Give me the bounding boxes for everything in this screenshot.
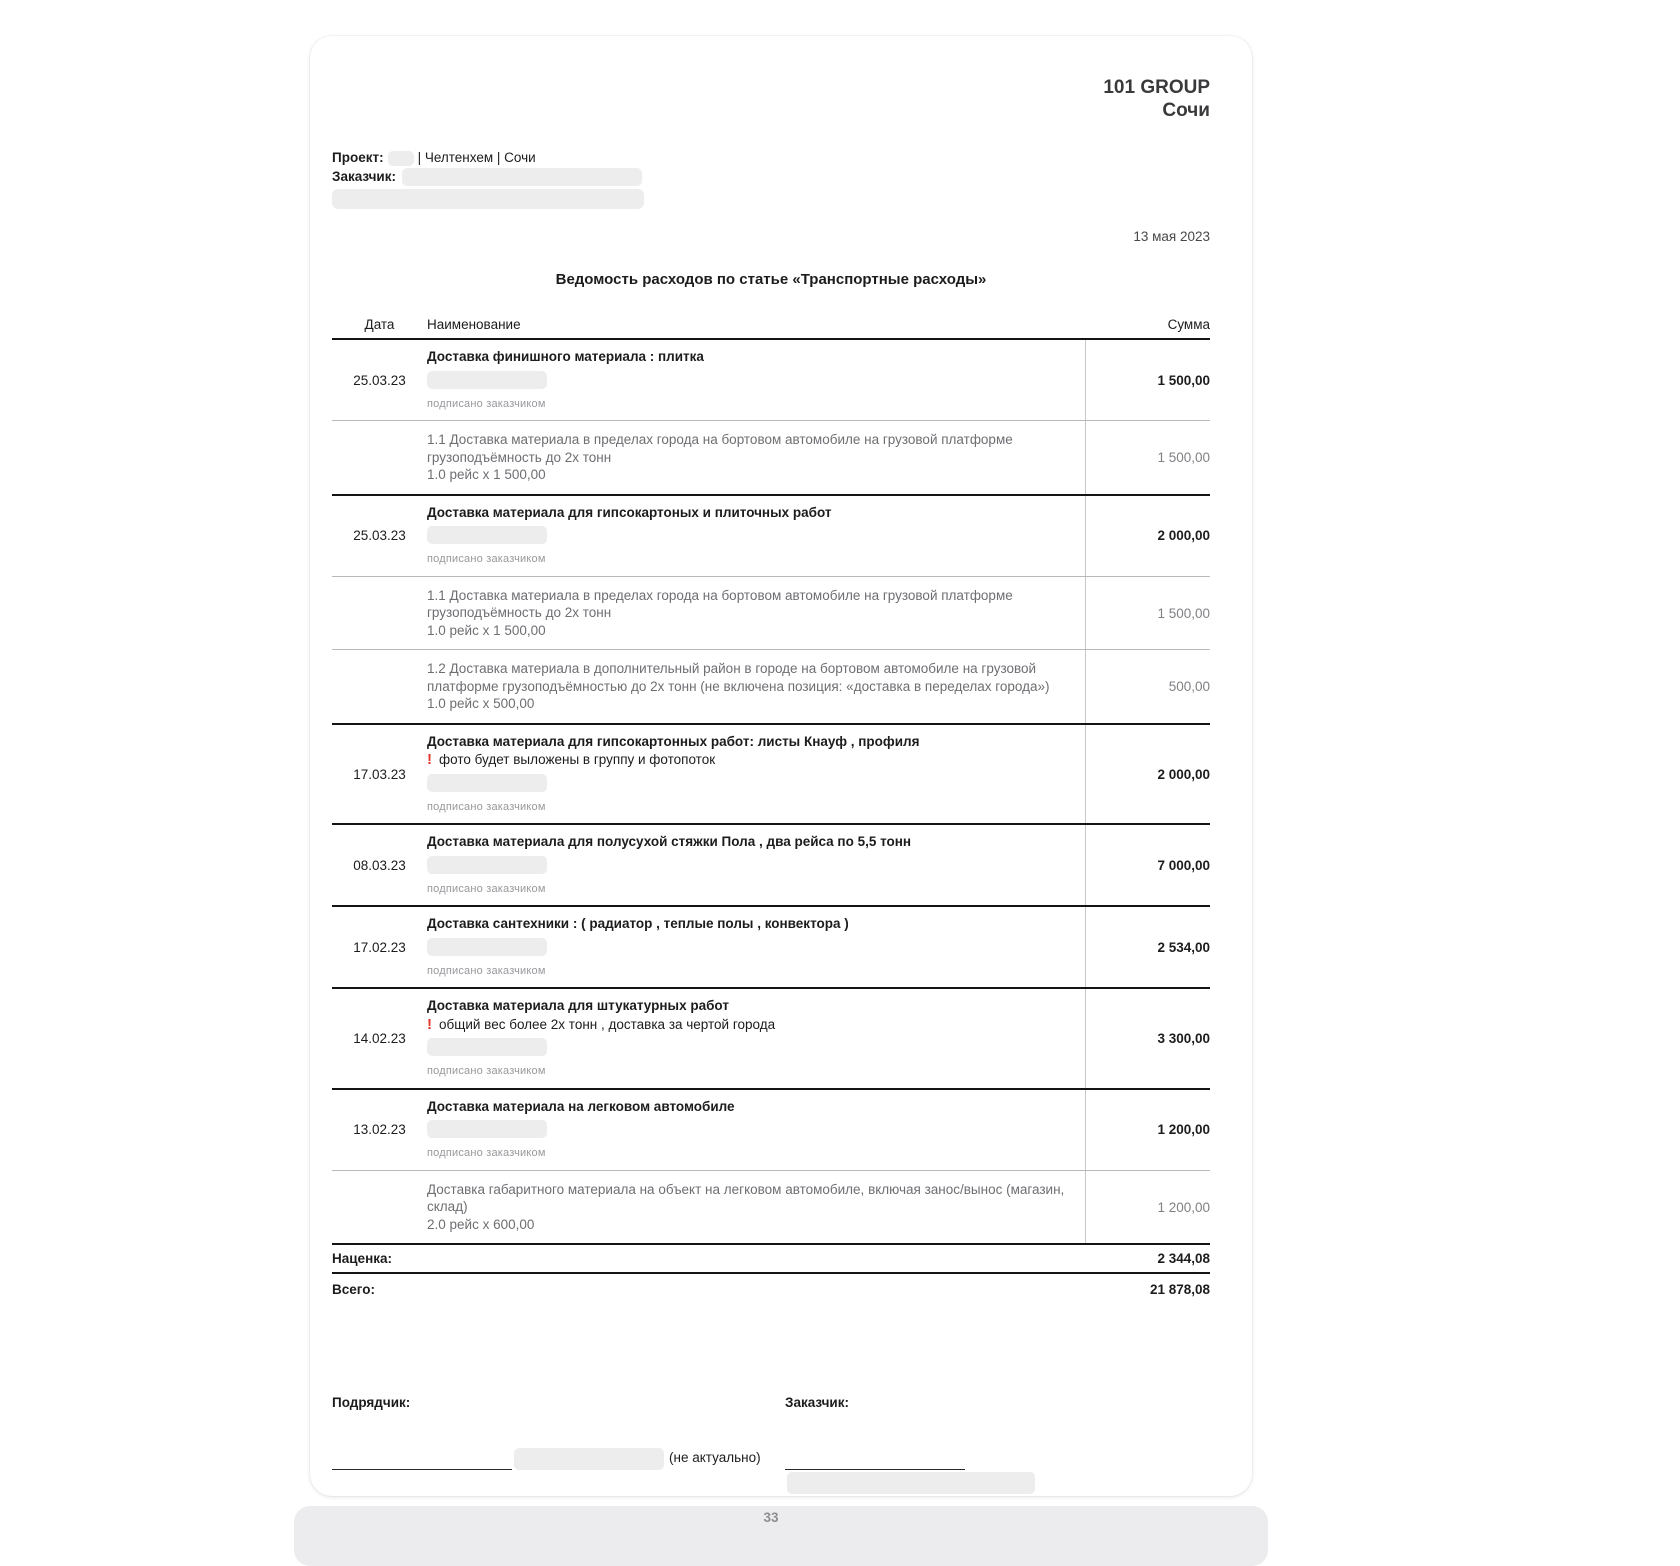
row-title: Доставка финишного материала : плитка — [427, 349, 704, 365]
markup-label: Наценка: — [332, 1251, 392, 1267]
row-name-cell — [427, 725, 1085, 824]
table-row — [332, 496, 1210, 576]
subitem-cell — [427, 1171, 1085, 1244]
row-date: 08.03.23 — [353, 857, 406, 873]
subrow-date-empty — [332, 650, 427, 723]
subitem-amount: 1 200,00 — [1085, 1171, 1210, 1244]
subitem-qty: 1.0 рейс х 1 500,00 — [427, 467, 546, 483]
subitem-text: 1.2 Доставка материала в дополнительный район в городе на бортовом автомобиле на грузовой платформе грузоподъёмностью до 2х тонн (не включена позиция: «доставка в переделах города») — [427, 661, 1050, 694]
row-amount: 2 534,00 — [1085, 907, 1210, 987]
redacted-row-detail — [427, 774, 547, 792]
redacted-row-detail — [427, 856, 547, 874]
signed-note: подписано заказчиком — [427, 397, 546, 410]
row-name-cell — [427, 340, 1085, 420]
customer-label: Заказчик: — [332, 169, 396, 184]
subitem-qty: 1.0 рейс х 1 500,00 — [427, 622, 546, 638]
customer-signature-area — [785, 1446, 1210, 1494]
signature-section — [332, 1395, 1210, 1494]
customer-sign-label: Заказчик: — [785, 1395, 849, 1411]
row-alert-line — [427, 1016, 1071, 1034]
signed-note: подписано заказчиком — [427, 1065, 546, 1078]
table-row — [332, 825, 1210, 905]
contractor-signature-area — [332, 1446, 785, 1470]
row-name-cell — [427, 1090, 1085, 1170]
alert-icon: ! — [427, 751, 432, 769]
subitem-cell — [427, 577, 1085, 650]
table-subrow — [332, 420, 1210, 494]
subitem-cell — [427, 421, 1085, 494]
row-title: Доставка материала для гипсокартонных работ: листы Кнауф , профиля — [427, 733, 920, 749]
row-date: 14.02.23 — [353, 1031, 406, 1047]
row-title: Доставка материала на легковом автомобиле — [427, 1098, 735, 1114]
customer-signature-line — [785, 1454, 965, 1470]
redacted-customer-sign-name — [787, 1472, 1035, 1494]
table-row — [332, 989, 1210, 1088]
project-line — [332, 148, 1210, 167]
document-page — [310, 36, 1252, 1526]
redacted-row-detail — [427, 371, 547, 389]
subitem-cell — [427, 650, 1085, 723]
row-name-cell — [427, 989, 1085, 1088]
row-title: Доставка сантехники : ( радиатор , теплые полы , конвектора ) — [427, 916, 849, 932]
page-number: 33 — [763, 1510, 779, 1526]
total-label: Всего: — [332, 1282, 375, 1298]
total-value: 21 878,08 — [1149, 1282, 1210, 1298]
contractor-column — [332, 1395, 785, 1494]
subitem-text: 1.1 Доставка материала в пределах города на бортовом автомобиле на грузовой платформе грузоподъёмность до 2х тонн — [427, 587, 1013, 621]
row-amount: 7 000,00 — [1085, 825, 1210, 905]
company-block — [332, 76, 1210, 122]
row-title: Доставка материала для штукатурных работ — [427, 998, 729, 1014]
contractor-label: Подрядчик: — [332, 1395, 411, 1411]
row-amount: 2 000,00 — [1085, 725, 1210, 824]
signed-note: подписано заказчиком — [427, 800, 546, 813]
expense-group — [332, 905, 1210, 987]
redacted-row-detail — [427, 526, 547, 544]
subitem-qty: 1.0 рейс х 500,00 — [427, 696, 535, 712]
expense-group — [332, 340, 1210, 494]
expense-group — [332, 723, 1210, 824]
column-header-date: Дата — [364, 317, 395, 333]
subrow-date-empty — [332, 1171, 427, 1244]
redacted-customer-name — [402, 168, 642, 186]
table-subrow — [332, 576, 1210, 650]
table-subrow — [332, 649, 1210, 723]
expense-group — [332, 494, 1210, 723]
markup-row — [332, 1243, 1210, 1274]
document-meta — [332, 148, 1210, 209]
expense-group — [332, 987, 1210, 1088]
row-alert-text: общий вес более 2х тонн , доставка за чертой города — [439, 1016, 776, 1032]
signed-note: подписано заказчиком — [427, 882, 546, 895]
expense-table — [332, 317, 1210, 1303]
row-date: 25.03.23 — [353, 528, 406, 544]
row-date: 17.03.23 — [353, 766, 406, 782]
contractor-note: (не актуально) — [669, 1450, 761, 1466]
markup-value: 2 344,08 — [1157, 1251, 1210, 1267]
redacted-row-detail — [427, 938, 547, 956]
column-header-sum: Сумма — [1167, 317, 1210, 333]
row-title: Доставка материала для гипсокартоных и плиточных работ — [427, 504, 832, 520]
subitem-amount: 500,00 — [1085, 650, 1210, 723]
table-row — [332, 907, 1210, 987]
redacted-contractor-name — [514, 1448, 664, 1470]
subitem-amount: 1 500,00 — [1085, 421, 1210, 494]
table-subrow — [332, 1170, 1210, 1244]
signed-note: подписано заказчиком — [427, 553, 546, 566]
row-name-cell — [427, 907, 1085, 987]
row-date: 13.02.23 — [353, 1122, 406, 1138]
row-alert-text: фото будет выложены в группу и фотопоток — [439, 752, 716, 768]
row-amount: 3 300,00 — [1085, 989, 1210, 1088]
subrow-date-empty — [332, 421, 427, 494]
document-date: 13 мая 2023 — [1133, 229, 1210, 245]
table-row — [332, 1090, 1210, 1170]
row-amount: 2 000,00 — [1085, 496, 1210, 576]
total-row — [332, 1274, 1210, 1303]
row-amount: 1 200,00 — [1085, 1090, 1210, 1170]
redacted-row-detail — [427, 1038, 547, 1056]
expense-group — [332, 1088, 1210, 1244]
redacted-project-code — [388, 151, 414, 166]
document-title: Ведомость расходов по статье «Транспортные расходы» — [555, 271, 987, 289]
project-value: | Челтенхем | Сочи — [417, 150, 536, 165]
row-name-cell — [427, 496, 1085, 576]
row-date: 17.02.23 — [353, 939, 406, 955]
redacted-customer-name-2 — [332, 189, 644, 209]
expense-group — [332, 823, 1210, 905]
subitem-text: Доставка габаритного материала на объект на легковом автомобиле, включая занос/вынос (магазин, склад) — [427, 1181, 1065, 1215]
signed-note: подписано заказчиком — [427, 1147, 546, 1160]
expense-table-body — [332, 340, 1210, 1243]
row-title: Доставка материала для полусухой стяжки Пола , два рейса по 5,5 тонн — [427, 834, 912, 850]
subitem-text: 1.1 Доставка материала в пределах города на бортовом автомобиле на грузовой платформе грузоподъёмность до 2х тонн — [427, 432, 1013, 465]
redacted-row-detail — [427, 1120, 547, 1138]
subitem-amount: 1 500,00 — [1085, 577, 1210, 650]
company-city: Сочи — [1162, 100, 1210, 121]
company-name: 101 GROUP — [1103, 77, 1210, 98]
alert-icon: ! — [427, 1015, 432, 1033]
subitem-qty: 2.0 рейс х 600,00 — [427, 1216, 535, 1232]
project-label: Проект: — [332, 150, 384, 165]
column-header-name: Наименование — [427, 317, 521, 333]
row-alert-line — [427, 751, 1071, 769]
signed-note: подписано заказчиком — [427, 964, 546, 977]
row-amount: 1 500,00 — [1085, 340, 1210, 420]
row-date: 25.03.23 — [353, 372, 406, 388]
table-header — [332, 317, 1210, 340]
subrow-date-empty — [332, 577, 427, 650]
customer-column — [785, 1395, 1210, 1494]
customer-line — [332, 167, 1210, 209]
table-row — [332, 340, 1210, 420]
table-row — [332, 725, 1210, 824]
contractor-signature-line — [332, 1454, 512, 1470]
row-name-cell — [427, 825, 1085, 905]
